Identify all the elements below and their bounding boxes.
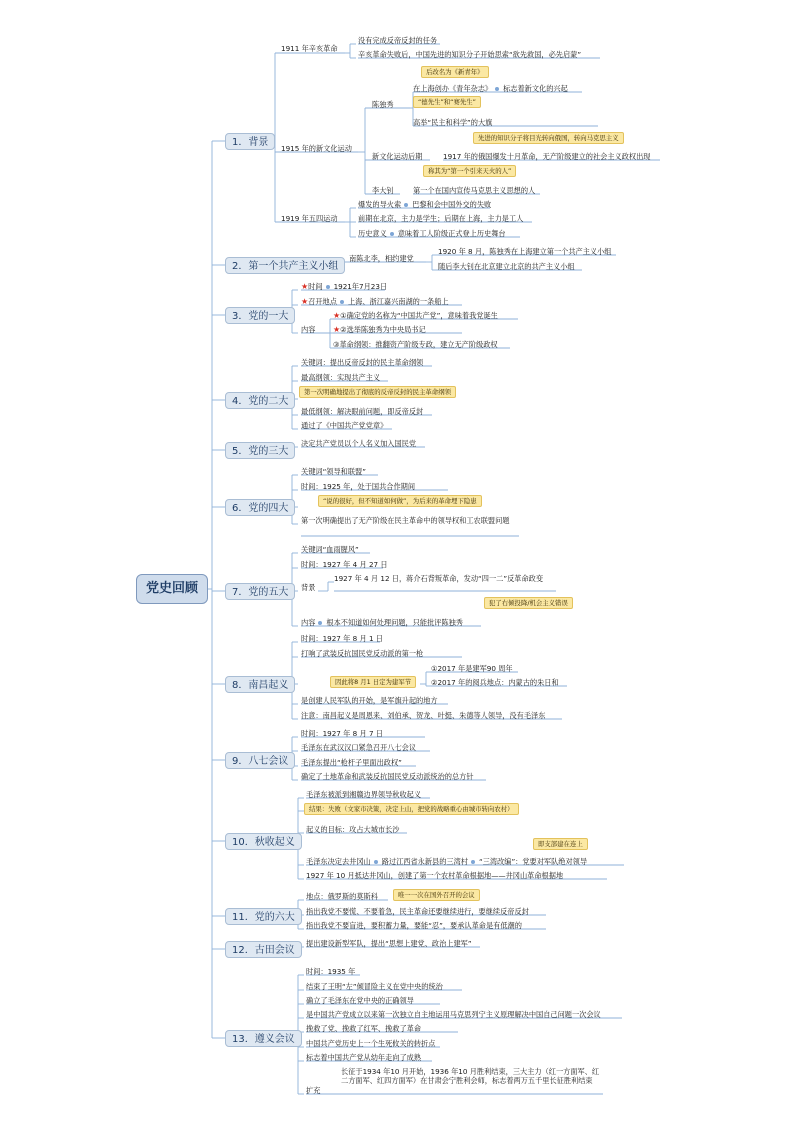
leaf: 南陈北李，相约建党 bbox=[349, 254, 414, 263]
topic-4[interactable]: 4．党的二大 bbox=[225, 392, 295, 409]
leaf: 1917 年的俄国爆发十月革命，无产阶级建立的社会主义政权出现 bbox=[443, 152, 651, 161]
leaf: 决定共产党员以个人名义加入国民党 bbox=[301, 439, 417, 448]
sub-1919: 1919 年五四运动 bbox=[281, 214, 338, 223]
note-callout: “德先生”和“赛先生” bbox=[413, 96, 481, 108]
note-callout: 唯一一次在国外召开的会议 bbox=[393, 889, 480, 901]
leaf: 内容 根本不知道如何处理问题，只能批评陈独秀 bbox=[301, 618, 463, 627]
root-topic[interactable]: 党史回顾 bbox=[136, 574, 208, 604]
leaf: 结束了王明“左”倾冒险主义在党中央的统治 bbox=[306, 982, 443, 991]
leaf: ③革命纲领：推翻资产阶级专政，建立无产阶级政权 bbox=[333, 340, 498, 349]
leaf: 扩充 bbox=[306, 1086, 321, 1095]
note-callout: 即支部建在连上 bbox=[533, 838, 588, 850]
leaf: 1920 年 8 月，陈独秀在上海建立第一个共产主义小组 bbox=[438, 247, 612, 256]
leaf: 时间：1925 年，处于国共合作期间 bbox=[301, 482, 416, 491]
leaf: 辛亥革命失败后，中国先进的知识分子开始思索“欲先救国，必先启蒙” bbox=[358, 50, 582, 59]
leaf: 是中国共产党成立以来第一次独立自主地运用马克思列宁主义原理解决中国自己问题一次会议 bbox=[306, 1010, 601, 1019]
leaf: 是创建人民军队的开始，是军旗升起的地方 bbox=[301, 696, 438, 705]
leaf: 指出我党不要盲进，要积蓄力量，要能“忍”，要承认革命是有低潮的 bbox=[306, 921, 522, 930]
topic-1[interactable]: 1．背景 bbox=[225, 133, 275, 150]
leaf: 爆发的导火索 巴黎和会中国外交的失败 bbox=[358, 200, 492, 209]
leaf: 关键词：提出反帝反封的民主革命纲领 bbox=[301, 358, 424, 367]
leaf: 时间：1927 年 8 月 1 日 bbox=[301, 634, 383, 643]
note-callout: 先进的知识分子将目光转向俄国，转向马克思主义 bbox=[473, 132, 624, 144]
leaf: ②2017 年的阅兵地点：内蒙古的朱日和 bbox=[431, 678, 559, 687]
leaf: 地点：俄罗斯的莫斯科 bbox=[306, 892, 378, 901]
note-callout: 犯了右倾投降/机会主义错误 bbox=[484, 597, 573, 609]
leaf: 挽救了党、挽救了红军、挽救了革命 bbox=[306, 1024, 422, 1033]
leaf: 注意：南昌起义是周恩来、刘伯承、贺龙、叶挺、朱德等人领导，没有毛泽东 bbox=[301, 711, 546, 720]
leaf: 历史意义 意味着工人阶级正式登上历史舞台 bbox=[358, 229, 506, 238]
sub-late: 新文化运动后期 bbox=[372, 152, 423, 161]
leaf: 最低纲领：解决眼前问题，即反帝反封 bbox=[301, 407, 424, 416]
leaf: 长征于1934 年10 月开始，1936 年10 月胜利结束，三大主力（红一方面军、红二方面军、红四方面军）在甘肃会宁胜利会师，标志着两万五千里长征胜利结束 bbox=[341, 1067, 600, 1085]
leaf: 第一次明确提出了无产阶级在民主革命中的领导权和工农联盟问题 bbox=[301, 516, 510, 525]
leaf: 时间：1927 年 4 月 27 日 bbox=[301, 560, 388, 569]
leaf: 毛泽东提出“枪杆子里面出政权” bbox=[301, 758, 402, 767]
leaf: 中国共产党历史上一个生死攸关的转折点 bbox=[306, 1039, 436, 1048]
note-callout: 结果：失败（文家市决策，决定上山，把党的战略重心由城市转向农村） bbox=[304, 803, 519, 815]
leaf: 随后李大钊在北京建立北京的共产主义小组 bbox=[438, 262, 575, 271]
sub-chenduxiu: 陈独秀 bbox=[372, 100, 394, 109]
leaf: 毛泽东被派到湘赣边界领导秋收起义 bbox=[306, 790, 422, 799]
leaf: 最高纲领：实现共产主义 bbox=[301, 373, 381, 382]
note-callout: 后改名为《新青年》 bbox=[421, 66, 489, 78]
leaf: 关键词“血雨腥风” bbox=[301, 545, 359, 554]
leaf: 指出我党不要慌、不要着急，民主革命还要继续进行，要继续反帝反封 bbox=[306, 907, 529, 916]
topic-9[interactable]: 9．八七会议 bbox=[225, 752, 295, 769]
note-callout: 称其为“第一个引来天火的人” bbox=[423, 165, 516, 177]
leaf: ①2017 年是建军90 周年 bbox=[431, 664, 513, 673]
sub-1915: 1915 年的新文化运动 bbox=[281, 144, 352, 153]
leaf: 确立了毛泽东在党中央的正确领导 bbox=[306, 996, 414, 1005]
leaf: ★召开地点 上海、浙江嘉兴南湖的一条船上 bbox=[301, 297, 449, 306]
sub-1911: 1911 年辛亥革命 bbox=[281, 44, 338, 53]
leaf: 1927 年 10 月抵达井冈山，创建了第一个农村革命根据地——井冈山革命根据地 bbox=[306, 871, 564, 880]
leaf: 前期在北京，主力是学生；后期在上海，主力是工人 bbox=[358, 214, 524, 223]
topic-7[interactable]: 7．党的五大 bbox=[225, 583, 295, 600]
leaf: ★①确定党的名称为“中国共产党”，意味着我党诞生 bbox=[333, 311, 498, 320]
leaf: 背景 bbox=[301, 583, 316, 592]
leaf: 提出建设新型军队，提出“思想上建党、政治上建军” bbox=[306, 939, 472, 948]
topic-12[interactable]: 12．古田会议 bbox=[225, 941, 302, 958]
topic-2[interactable]: 2．第一个共产主义小组 bbox=[225, 257, 345, 274]
topic-10[interactable]: 10．秋收起义 bbox=[225, 833, 302, 850]
leaf: 没有完成反帝反封的任务 bbox=[358, 36, 438, 45]
topic-11[interactable]: 11．党的六大 bbox=[225, 908, 302, 925]
leaf: 第一个在国内宣传马克思主义思想的人 bbox=[413, 186, 536, 195]
note-callout: 第一次明确地提出了彻底的反帝反封的民主革命纲领 bbox=[299, 386, 456, 398]
leaf: 在上海创办《青年杂志》 标志着新文化的兴起 bbox=[413, 84, 568, 93]
leaf: 通过了《中国共产党党章》 bbox=[301, 421, 388, 430]
leaf: 1927 年 4 月 12 日，蒋介石背叛革命，发动“四一二”反革命政变 bbox=[334, 574, 544, 583]
topic-13[interactable]: 13．遵义会议 bbox=[225, 1030, 302, 1047]
sub-lidazhao: 李大钊 bbox=[372, 186, 394, 195]
topic-5[interactable]: 5．党的三大 bbox=[225, 442, 295, 459]
topic-8[interactable]: 8．南昌起义 bbox=[225, 676, 295, 693]
leaf: 关键词“领导和联盟” bbox=[301, 467, 366, 476]
note-callout: 因此将8 月1 日定为建军节 bbox=[330, 676, 416, 688]
leaf: 内容 bbox=[301, 325, 316, 334]
leaf: 高举“民主和科学”的大旗 bbox=[413, 118, 493, 127]
leaf: ★②选举陈独秀为中央局书记 bbox=[333, 325, 426, 334]
leaf: ★时间 1921年7月23日 bbox=[301, 282, 388, 291]
leaf: 起义的目标：攻占大城市长沙 bbox=[306, 825, 400, 834]
leaf: 毛泽东在武汉汉口紧急召开八七会议 bbox=[301, 743, 417, 752]
leaf: 打响了武装反抗国民党反动派的第一枪 bbox=[301, 649, 424, 658]
leaf: 毛泽东决定去井冈山 路过江西省永新县的三湾村 “三湾改编”：党要对军队绝对领导 bbox=[306, 857, 588, 866]
leaf: 时间：1935 年 bbox=[306, 967, 356, 976]
leaf: 时间：1927 年 8 月 7 日 bbox=[301, 729, 383, 738]
note-callout: “说的很好，但不知道如何做”，为后来的革命埋下隐患 bbox=[318, 495, 482, 507]
topic-6[interactable]: 6．党的四大 bbox=[225, 499, 295, 516]
leaf: 确定了土地革命和武装反抗国民党反动派统治的总方针 bbox=[301, 772, 474, 781]
topic-3[interactable]: 3．党的一大 bbox=[225, 307, 295, 324]
leaf: 标志着中国共产党从幼年走向了成熟 bbox=[306, 1053, 422, 1062]
